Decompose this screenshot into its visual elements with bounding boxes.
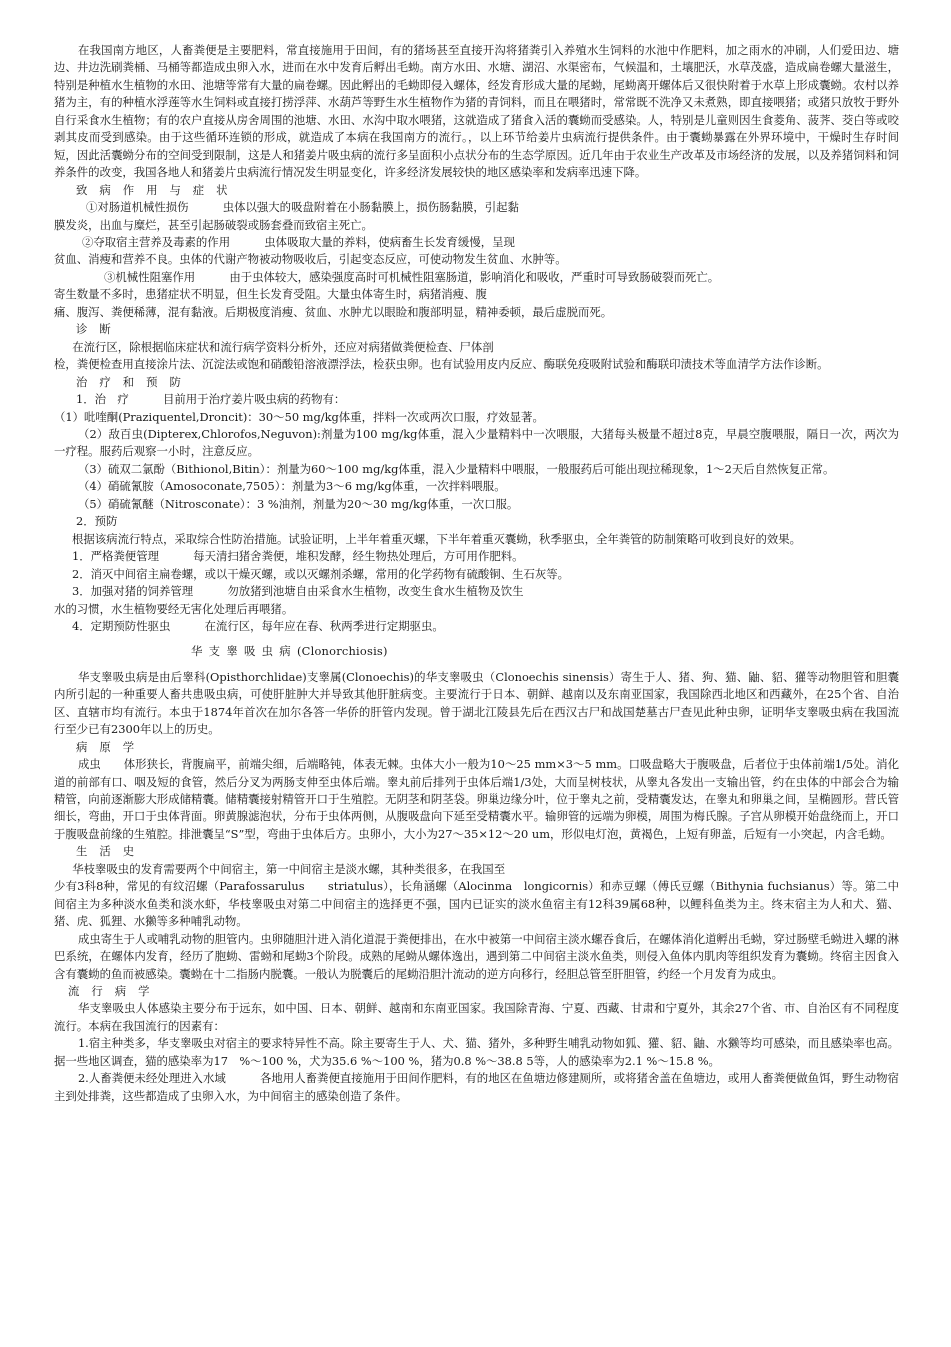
etiology-paragraph: 成虫 体形狭长，背腹扁平，前端尖细，后端略钝，体表无棘。虫体大小一般为10～25 mm×3～5 mm。口吸盘略大于腹吸盘，后者位于虫体前端1/5处。消化道的前部有口、咽及短的食管，然后分叉为两肠支伸至虫体后端。睾丸前后排列于虫体后端1/3处，大而呈树枝状，从睾丸各发出一支输出管，约在虫体的中部会合为输精管，向前逐渐膨大形成储精囊。储精囊接射精管开口于生殖腔。无阴茎和阴茎袋。卵巢边缘分叶，位于睾丸之前，受精囊发达，在睾丸和卵巢之间，呈椭圆形。营氏管细长，弯曲，开口于虫体背面。卵黄腺滤泡状，分布于虫体两侧，从腹吸盘向下延至受精囊水平。输卵管的远端为卵模，周围为梅氏腺。子宫从卵模开始盘绕而上，开口于腹吸盘前缘的生殖腔。排泄囊呈“S”型，弯曲于虫体后方。虫卵小，大小为27～35×12～20 um，形似电灯泡，黄褐色，上短有卵盖，后短有一小突起，内含毛蚴。: [54, 757, 899, 841]
prevention-item-2: 2．消灭中间宿主扁卷螺，或以干燥灭螺，或以灭螺剂杀螺，常用的化学药物有硫酸铜、生石灰等。: [72, 566, 570, 581]
epidemiology-factor-1: 1.宿主种类多，华支睾吸虫对宿主的要求特异性不高。除主要寄生于人、犬、猫、猪外，多种野生哺乳动物如狐、獾、貂、鼬、水獭等均可感染，而且感染率也高。据一些地区调查，猫的感染率为17 %～100 %，犬为35.6 %～100 %，猪为0.8 %～38.8 5等，人的感染率为2.1 %～15.8 %。: [54, 1036, 899, 1068]
symptoms-line-1: 寄生数量不多时，患猪症状不明显，但生长发育受阻。大量虫体寄生时，病猪消瘦、腹: [54, 287, 487, 302]
epidemiology-factor-2: 2.人畜粪便未经处理进入水域 各地用人畜粪便直接施用于田间作肥料，有的地区在鱼塘边修建厕所，或将猪舍盖在鱼塘边，或用人畜粪便做鱼饵，野生动物宿主到处排粪，这些都造成了虫卵入水，为中间宿主的感染创造了条件。: [54, 1071, 899, 1103]
treatment-drug-4: （4）硝硫氰胺（Amosoconate,7505）：剂量为3～6 mg/kg体重，一次拌料喂服。: [77, 479, 506, 494]
life-cycle-line-1: 华枝睾吸虫的发育需要两个中间宿主，第一中间宿主是淡水螺，其种类很多，在我国至: [72, 861, 506, 876]
treatment-drug-5: （5）硝硫氰醚（Nitrosconate）：3 %油剂，剂量为20～30 mg/kg体重，一次口服。: [77, 496, 519, 511]
prevention-intro: 根据该病流行特点，采取综合性防治措施。试验证明，上半年着重灭螺，下半年着重灭囊蚴，秋季驱虫，全年粪管的防制策略可收到良好的效果。: [72, 531, 802, 546]
section-heading-treatment: 治疗和预防: [76, 374, 193, 389]
prevention-heading: 2．预防: [76, 514, 118, 529]
disease-title: 华支睾吸虫病(Clonorchiosis): [191, 644, 388, 659]
prevention-item-1: 1．严格粪便管理 每天清扫猪舍粪便，堆积发酵，经生物热处理后，方可用作肥料。: [72, 549, 524, 564]
section-heading-pathogenesis: 致病作用与症状: [76, 182, 240, 197]
section-heading-life-cycle: 生活史: [76, 844, 147, 859]
epidemiology-intro: 华支睾吸虫人体感染主要分布于远东，如中国、日本、朝鲜、越南和东南亚国家。我国除青海、宁夏、西藏、甘肃和宁夏外，其余27个省、市、自治区有不同程度流行。本病在我国流行的因素有：: [54, 1001, 899, 1033]
prevention-item-3-cont: 水的习惯，水生植物要经无害化处理后再喂猪。: [54, 601, 294, 616]
section-heading-etiology: 病原学: [76, 739, 147, 754]
clonorchiosis-intro: 华支睾吸虫病是由后睾科(Opisthorchlidae)支睾属(Clonoechis)的华支睾吸虫（Clonoechis sinensis）寄生于人、猪、狗、猫、鼬、貂、獾等动物胆管和胆囊内所引起的一种重要人畜共患吸虫病，可使肝脏肿大并导致其他肝脏病变。主要流行于日本、朝鲜、越南以及东南亚国家，我国除西北地区和西藏外，在25个省、自治区、直辖市均有流行。本虫于1874年首次在加尔各答一华侨的肝管内发现。曾于湖北江陵县先后在西汉古尸和战国楚墓古尸查见此种虫卵，证明华支睾吸虫病在我国流行至少已有2300年以上的历史。: [54, 669, 899, 737]
treatment-drug-2: （2）敌百虫(Dipterex,Chlorofos,Neguvon):剂量为100 mg/kg体重，混入少量精料中一次喂服，大猪每头极量不超过8克，早晨空腹喂服，隔日一次，两次为一疗程。服药后观察一小时，注意反应。: [54, 426, 899, 459]
diagnosis-line-1: 在流行区，除根据临床症状和流行病学资料分析外，还应对病猪做粪便检查、尸体剖: [72, 339, 494, 354]
diagnosis-line-2: 检，粪便检查用直接涂片法、沉淀法或饱和硝酸铅溶液漂浮法，检获虫卵。也有试验用皮内反应、酶联免疫吸附试验和酶联印渍技术等血清学方法作诊断。: [54, 357, 829, 372]
life-cycle-paragraph-2: 成虫寄生于人或哺乳动物的胆管内。虫卵随胆汁进入消化道混于粪便排出，在水中被第一中间宿主淡水螺吞食后，在螺体消化道孵出毛蚴，穿过肠壁毛蚴进入螺的淋巴系统，在螺体内发育，经历了胞蚴、雷蚴和尾蚴3个阶段。成熟的尾蚴从螺体逸出，遇到第二中间宿主淡水鱼类，则侵入鱼体内肌肉等组织发育为囊蚴。终宿主因食入含有囊蚴的鱼而被感染。囊蚴在十二指肠内脱囊。一般认为脱囊后的尾蚴沿胆汁流动的逆方向移行，经胆总管至肝胆管，约经一个月发育为成虫。: [54, 931, 899, 981]
treatment-drug-1: （1）吡喹酮(Praziquentel,Droncit)：30～50 mg/kg体重，拌料一次或两次口服，疗效显著。: [54, 409, 544, 424]
pathogenesis-item-2: ②夺取宿主营养及毒素的作用 虫体吸取大量的养料，使病畜生长发育缓慢，呈现: [82, 234, 515, 249]
life-cycle-line-2: 少有3科8种，常见的有纹沼螺（Parafossarulus striatulus），长角涵螺（Alocinma longicornis）和赤豆螺（傅氏豆螺（Bithynia fuchsianus）等。第二中间宿主为多种淡水鱼类和淡水虾，华枝睾吸虫对第二中间宿主的选择更不强，国内已证实的淡水鱼宿主有12科39属68种，以鲤科鱼类为主。终末宿主为人和犬、猫、猪、虎、狐狸、水獭等多种哺乳动物。: [54, 879, 899, 929]
section-heading-epidemiology: 流行病学: [68, 984, 162, 999]
pathogenesis-item-3: ③机械性阻塞作用 由于虫体较大，感染强度高时可机械性阻塞肠道，影响消化和吸收，严重时可导致肠破裂而死亡。: [104, 269, 720, 284]
symptoms-line-2: 痛、腹泻、粪便稀薄，混有黏液。后期极度消瘦、贫血、水肿尤以眼睑和腹部明显，精神委顿，最后虚脱而死。: [54, 304, 613, 319]
intro-paragraph: 在我国南方地区，人畜粪便是主要肥料，常直接施用于田间，有的猪场甚至直接开沟将猪粪引入养殖水生饲料的水池中作肥料，加之雨水的冲刷，人们爱田边、塘边、井边洗刷粪桶、马桶等都造成虫卵入水，进而在水中发育后孵出毛蚴。南方水田、水塘、湖沼、水渠密布，气候温和，土壤肥沃，水草茂盛，造成扁卷螺大量滋生，特别是种植水生植物的水田、池塘等常有大量的扁卷螺。因此孵出的毛蚴即侵入螺体，经发育形成大量的尾蚴，尾蚴离开螺体后又很快附着于水草上形成囊蚴。农村以养猪为主，有的种植水浮莲等水生饲料或直接打捞浮萍、水葫芦等野生水生植物作为猪的青饲料，而且在喂猪时，常常既不洗净又未煮熟，即直接喂猪；或猪只放牧于野外自行采食水生植物；有的农户直接从房舍周围的池塘、水田、水沟中取水喂猪，这就造成了猪食入活的囊蚴而受感染。人，特别是儿童则因生食菱角、菠荠、茭白等或咬剥其皮而受到感染。由于这些循环连锁的形成，就造成了本病在我国南方的流行。，以上环节给姜片虫病流行提供条件。由于囊蚴暴露在外界环境中，干燥时生存时间短，因此活囊蚴分布的空间受到限制，这是人和猪姜片吸虫病的流行多呈面积小点状分布的生态学原因。近几年由于农业生产改革及市场经济的发展，以及养猪饲料和饲养条件的改变，我国各地人和猪姜片虫病流行情况发生明显变化，许多经济发展较快的地区感染率和发病率迅速下降。: [54, 43, 899, 180]
treatment-intro: 1．治 疗 目前用于治疗姜片吸虫病的药物有：: [76, 392, 346, 407]
prevention-item-4: 4．定期预防性驱虫 在流行区，每年应在春、秋两季进行定期驱虫。: [72, 618, 444, 633]
pathogenesis-item-1: ①对肠道机械性损伤 虫体以强大的吸盘附着在小肠黏膜上，损伤肠黏膜，引起黏: [86, 200, 519, 215]
treatment-drug-3: （3）硫双二氯酚（Bithionol,Bitin）：剂量为60～100 mg/kg体重，混入少量精料中喂服，一般服药后可能出现拉稀现象，1～2天后自然恢复正常。: [77, 461, 835, 476]
pathogenesis-item-2-cont: 贫血、消瘦和营养不良。虫体的代谢产物被动物吸收后，引起变态反应，可使动物发生贫血、水肿等。: [54, 252, 567, 267]
section-heading-diagnosis: 诊断: [76, 322, 123, 337]
prevention-item-3: 3．加强对猪的饲养管理 勿放猪到池塘自由采食水生植物，改变生食水生植物及饮生: [72, 584, 524, 599]
pathogenesis-item-1-cont: 膜发炎，出血与糜烂，甚至引起肠破裂或肠套叠而致宿主死亡。: [54, 217, 373, 232]
